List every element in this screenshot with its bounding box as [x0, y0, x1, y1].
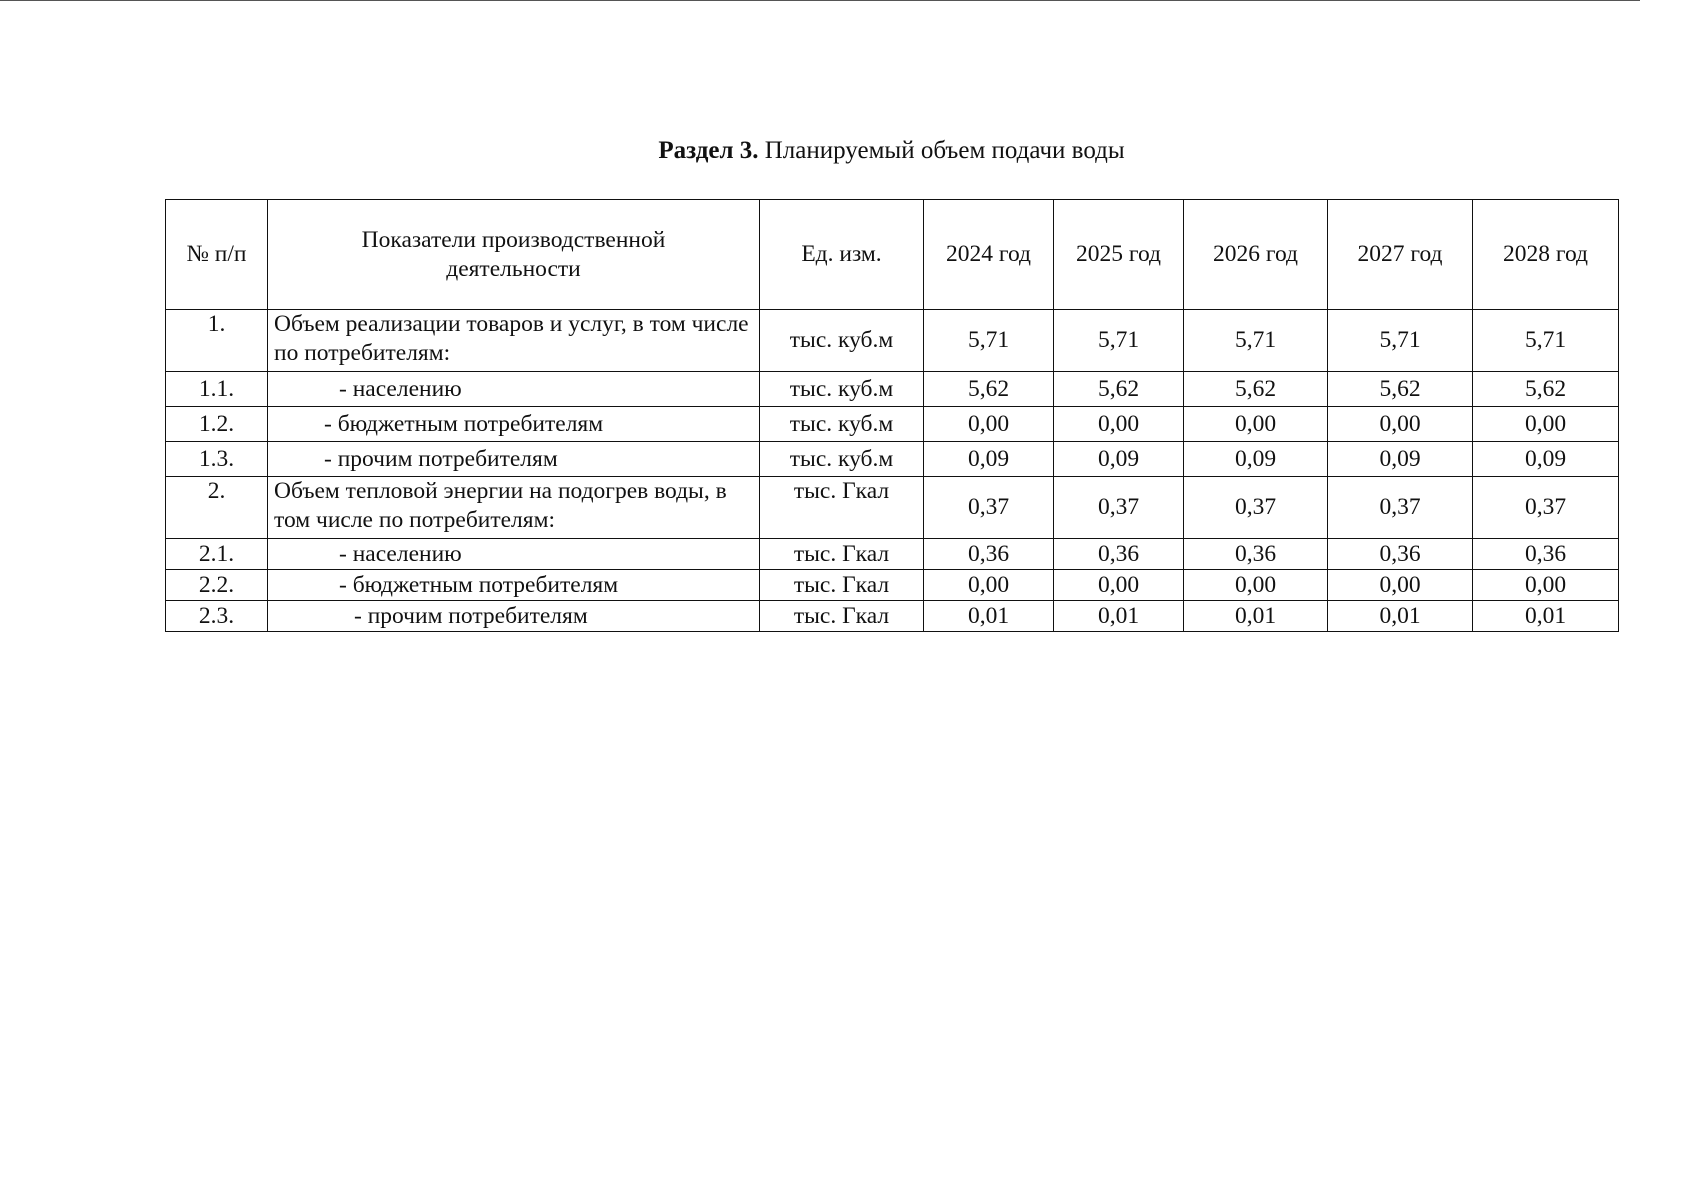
- value-2025: 0,00: [1054, 570, 1184, 601]
- top-border-line: [0, 0, 1640, 1]
- row-indicator-text: - бюджетным потребителям: [339, 571, 619, 598]
- value-2025: 0,37: [1054, 477, 1184, 539]
- row-indicator-text: - прочим потребителям: [324, 445, 558, 472]
- table-row: [166, 477, 1619, 539]
- value-2024: 0,00: [924, 570, 1054, 601]
- row-unit: тыс. куб.м: [760, 407, 924, 442]
- value-2027: 0,36: [1328, 539, 1473, 570]
- row-indicator: [268, 601, 760, 632]
- value-2026: 5,71: [1184, 310, 1328, 372]
- value-2026: 0,01: [1184, 601, 1328, 632]
- row-indicator: [268, 372, 760, 407]
- row-indicator: Объем тепловой энергии на подогрев воды, в том числе по потребителям:: [268, 477, 760, 539]
- row-number: 1.2.: [166, 407, 268, 442]
- table-header-row: [166, 200, 1619, 310]
- value-2026: 5,62: [1184, 372, 1328, 407]
- row-indicator-text: - прочим потребителям: [354, 602, 588, 629]
- column-header-2024: 2024 год: [924, 200, 1054, 310]
- value-2028: 5,71: [1473, 310, 1619, 372]
- column-header-unit: Ед. изм.: [760, 200, 924, 310]
- value-2027: 0,09: [1328, 442, 1473, 477]
- value-2028: 0,00: [1473, 570, 1619, 601]
- value-2026: 0,37: [1184, 477, 1328, 539]
- column-header-2027: 2027 год: [1328, 200, 1473, 310]
- row-indicator: [268, 570, 760, 601]
- value-2024: 5,71: [924, 310, 1054, 372]
- value-2027: 5,71: [1328, 310, 1473, 372]
- value-2025: 5,62: [1054, 372, 1184, 407]
- value-2028: 0,36: [1473, 539, 1619, 570]
- row-indicator-text: - населению: [339, 540, 462, 567]
- value-2027: 0,37: [1328, 477, 1473, 539]
- row-unit: тыс. Гкал: [760, 570, 924, 601]
- value-2024: 0,09: [924, 442, 1054, 477]
- table-row: [166, 570, 1619, 601]
- value-2024: 0,37: [924, 477, 1054, 539]
- row-number: 2.3.: [166, 601, 268, 632]
- row-unit: тыс. куб.м: [760, 442, 924, 477]
- value-2024: 0,01: [924, 601, 1054, 632]
- column-header-2026: 2026 год: [1184, 200, 1328, 310]
- table-row: [166, 539, 1619, 570]
- page-title: [0, 137, 1699, 165]
- value-2028: 0,01: [1473, 601, 1619, 632]
- value-2025: 0,00: [1054, 407, 1184, 442]
- value-2028: 0,09: [1473, 442, 1619, 477]
- value-2024: 0,36: [924, 539, 1054, 570]
- value-2027: 5,62: [1328, 372, 1473, 407]
- column-header-2025: 2025 год: [1054, 200, 1184, 310]
- row-number: 2.: [166, 477, 268, 539]
- column-header-indicator: Показатели производственной деятельности: [268, 200, 760, 310]
- row-unit: тыс. куб.м: [760, 310, 924, 372]
- table-row: [166, 407, 1619, 442]
- value-2026: 0,09: [1184, 442, 1328, 477]
- value-2026: 0,00: [1184, 407, 1328, 442]
- row-indicator: [268, 407, 760, 442]
- column-header-2028: 2028 год: [1473, 200, 1619, 310]
- column-header-number: № п/п: [166, 200, 268, 310]
- value-2024: 5,62: [924, 372, 1054, 407]
- value-2028: 0,37: [1473, 477, 1619, 539]
- table-row: [166, 372, 1619, 407]
- water-supply-table: [165, 199, 1619, 632]
- value-2025: 0,09: [1054, 442, 1184, 477]
- table-row: [166, 442, 1619, 477]
- row-number: 1.1.: [166, 372, 268, 407]
- row-number: 1.3.: [166, 442, 268, 477]
- row-unit: тыс. куб.м: [760, 372, 924, 407]
- row-indicator: [268, 539, 760, 570]
- value-2027: 0,00: [1328, 407, 1473, 442]
- table-row: [166, 310, 1619, 372]
- section-title: Планируемый объем подачи воды: [764, 137, 1125, 164]
- value-2026: 0,36: [1184, 539, 1328, 570]
- section-number: Раздел 3.: [658, 137, 759, 164]
- value-2024: 0,00: [924, 407, 1054, 442]
- row-unit: тыс. Гкал: [760, 601, 924, 632]
- value-2027: 0,01: [1328, 601, 1473, 632]
- row-number: 1.: [166, 310, 268, 372]
- row-indicator-text: - населению: [339, 375, 462, 402]
- row-number: 2.1.: [166, 539, 268, 570]
- row-indicator-text: - бюджетным потребителям: [324, 410, 604, 437]
- table-row: [166, 601, 1619, 632]
- row-number: 2.2.: [166, 570, 268, 601]
- row-unit: тыс. Гкал: [760, 477, 924, 539]
- value-2028: 0,00: [1473, 407, 1619, 442]
- row-unit: тыс. Гкал: [760, 539, 924, 570]
- value-2025: 0,01: [1054, 601, 1184, 632]
- value-2025: 0,36: [1054, 539, 1184, 570]
- row-indicator: [268, 442, 760, 477]
- value-2026: 0,00: [1184, 570, 1328, 601]
- value-2025: 5,71: [1054, 310, 1184, 372]
- value-2028: 5,62: [1473, 372, 1619, 407]
- row-indicator: Объем реализации товаров и услуг, в том числе по потребителям:: [268, 310, 760, 372]
- value-2027: 0,00: [1328, 570, 1473, 601]
